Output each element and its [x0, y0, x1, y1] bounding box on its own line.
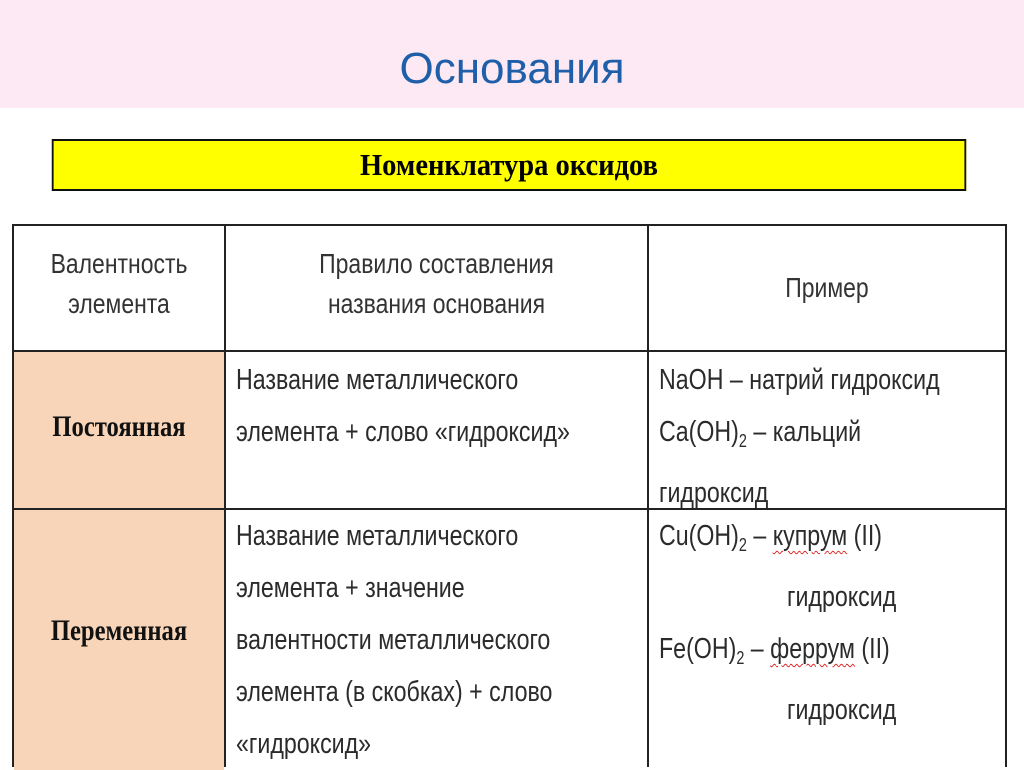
banner-text: Номенклатура оксидов: [360, 147, 658, 182]
example-cell-constant: [659, 354, 1004, 509]
valence-cell-constant: [14, 352, 224, 508]
rule-cell-constant: [236, 354, 641, 504]
rule-line: «гидроксид»: [236, 728, 372, 760]
example-cell-variable: [659, 510, 1004, 769]
slide-title: Основания: [399, 44, 625, 93]
header-cell-rule: [226, 226, 647, 350]
nomenclature-table: [12, 224, 1007, 767]
formula-subscript: 2: [738, 431, 747, 451]
valence-cell-variable: [14, 510, 224, 770]
dash: –: [746, 520, 773, 552]
compound-name-continued: гидроксид: [787, 694, 897, 726]
formula-subscript: 2: [738, 535, 747, 555]
formula: Ca(OH): [659, 416, 739, 448]
header-valence-line1: Валентность: [50, 248, 188, 279]
valence-variable: Переменная: [50, 614, 188, 647]
header-cell-valence: [14, 226, 224, 350]
header-valence-line2: элемента: [68, 288, 170, 319]
compound-name: купрум: [772, 520, 848, 552]
formula: Fe(OH): [659, 633, 737, 665]
compound-name: феррум: [770, 633, 855, 665]
formula-subscript: 2: [736, 648, 745, 668]
example-cuoh2: [659, 510, 935, 571]
header-example: Пример: [785, 272, 869, 303]
rule-line: элемента + слово «гидроксид»: [236, 416, 570, 448]
rule-line: элемента + значение: [236, 572, 465, 604]
header-rule-line1: Правило составления: [319, 248, 554, 279]
rule-cell-variable: [236, 510, 641, 769]
rule-line: Название металлического: [236, 364, 519, 396]
table-banner: [52, 139, 966, 191]
example-naoh: NaOH – натрий гидроксид: [659, 364, 940, 396]
compound-name-continued: гидроксид: [787, 581, 897, 613]
header-cell-example: [649, 226, 1005, 350]
compound-name-continued: гидроксид: [659, 477, 769, 509]
example-caoh2: [659, 406, 935, 467]
valence-value: (II): [847, 520, 883, 552]
header-rule-line2: названия основания: [327, 288, 546, 319]
dash: –: [744, 633, 771, 665]
rule-line: элемента (в скобках) + слово: [236, 676, 553, 708]
rule-line: Название металлического: [236, 520, 519, 552]
valence-value: (II): [854, 633, 890, 665]
valence-constant: Постоянная: [52, 410, 186, 443]
rule-line: валентности металлического: [236, 624, 551, 656]
formula: Cu(OH): [659, 520, 739, 552]
compound-name: – кальций: [746, 416, 862, 448]
example-feoh2: [659, 623, 935, 684]
